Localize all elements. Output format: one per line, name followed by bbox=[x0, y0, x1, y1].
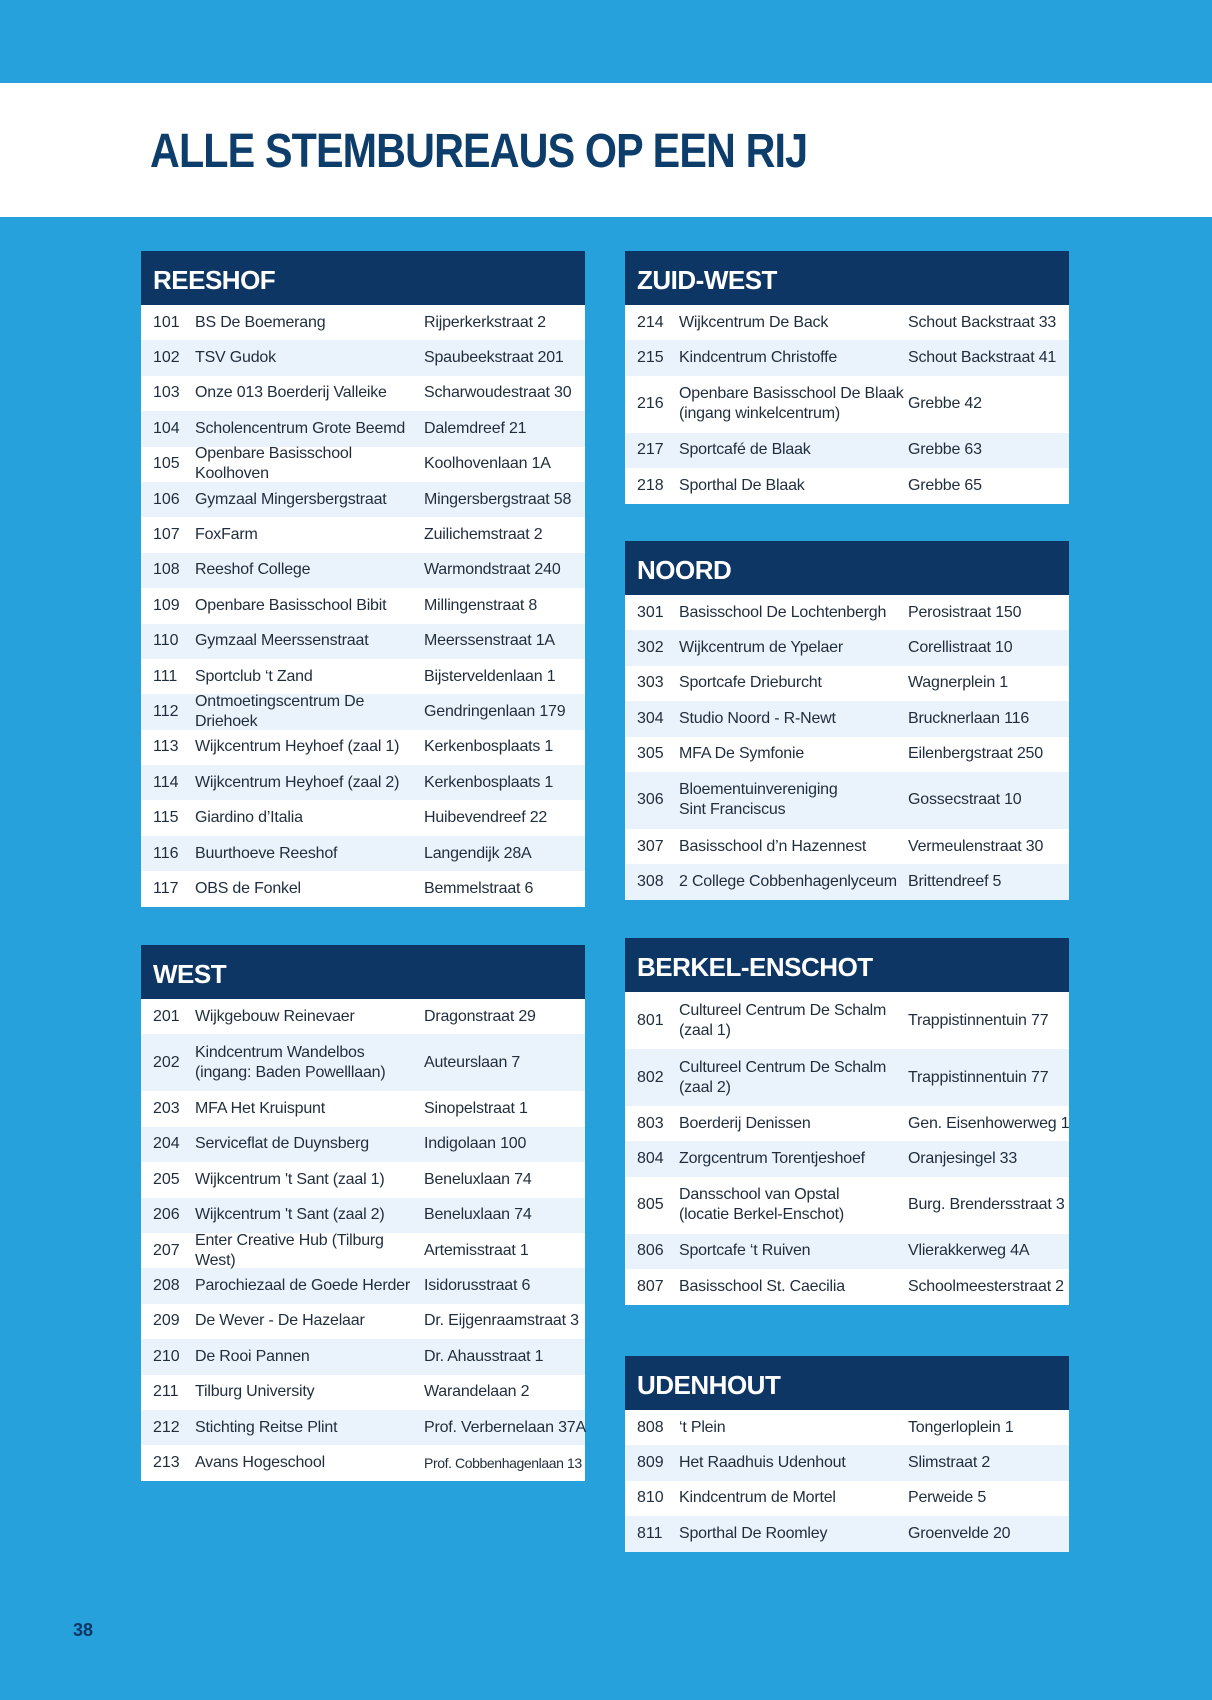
station-address: Scharwoudestraat 30 bbox=[424, 384, 572, 402]
station-name: Stichting Reitse Plint bbox=[195, 1418, 338, 1436]
station-number: 810 bbox=[637, 1489, 664, 1507]
page-number: 38 bbox=[73, 1620, 94, 1640]
station-name: Cultureel Centrum De Schalm (zaal 1) bbox=[679, 1001, 887, 1039]
station-address: Spaubeekstraat 201 bbox=[424, 349, 564, 367]
table-row bbox=[141, 305, 585, 340]
station-number: 803 bbox=[637, 1114, 664, 1132]
station-address: Zuilichemstraat 2 bbox=[424, 526, 543, 544]
station-number: 308 bbox=[637, 873, 664, 891]
table-row bbox=[141, 376, 585, 411]
section-title: BERKEL-ENSCHOT bbox=[625, 938, 1069, 992]
station-number: 201 bbox=[153, 1007, 180, 1025]
table-row bbox=[625, 829, 1069, 864]
station-number: 802 bbox=[637, 1068, 664, 1086]
station-address: Grebbe 42 bbox=[908, 395, 982, 413]
table-row bbox=[625, 376, 1069, 433]
station-number: 211 bbox=[153, 1383, 179, 1401]
table-row bbox=[141, 447, 585, 482]
table-row bbox=[141, 1375, 585, 1410]
station-number: 107 bbox=[153, 526, 180, 544]
table-row bbox=[141, 1268, 585, 1303]
station-number: 209 bbox=[153, 1312, 180, 1330]
section-udenhout bbox=[625, 1356, 1069, 1552]
table-row bbox=[625, 1106, 1069, 1141]
station-number: 218 bbox=[637, 476, 664, 494]
station-address: Artemisstraat 1 bbox=[424, 1241, 529, 1259]
station-name: Wijkcentrum 't Sant (zaal 1) bbox=[195, 1170, 385, 1188]
page-title: ALLE STEMBUREAUS OP EEN RIJ bbox=[150, 125, 808, 178]
station-address: Brittendreef 5 bbox=[908, 873, 1002, 891]
table-row bbox=[625, 1269, 1069, 1304]
station-name: ‘t Plein bbox=[679, 1418, 726, 1436]
table-row bbox=[625, 595, 1069, 630]
table-row bbox=[141, 1233, 585, 1268]
station-name: TSV Gudok bbox=[195, 349, 276, 367]
station-address: Sinopelstraat 1 bbox=[424, 1100, 528, 1118]
station-name: Basisschool St. Caecilia bbox=[679, 1277, 845, 1295]
station-address: Corellistraat 10 bbox=[908, 639, 1013, 657]
station-name: Studio Noord - R-Newt bbox=[679, 709, 836, 727]
station-address: Schout Backstraat 33 bbox=[908, 313, 1057, 331]
station-name: BS De Boemerang bbox=[195, 313, 326, 331]
station-name: Onze 013 Boerderij Valleike bbox=[195, 384, 387, 402]
station-number: 113 bbox=[153, 738, 179, 756]
station-number: 305 bbox=[637, 745, 664, 763]
station-address: Burg. Brendersstraat 3 bbox=[908, 1196, 1065, 1214]
station-name: Het Raadhuis Udenhout bbox=[679, 1454, 846, 1472]
station-name: Openbare Basisschool Koolhoven bbox=[195, 445, 352, 483]
table-row bbox=[141, 411, 585, 446]
section-west bbox=[141, 945, 585, 1481]
station-address: Bemmelstraat 6 bbox=[424, 879, 534, 897]
table-row bbox=[625, 1516, 1069, 1551]
station-address: Dalemdreef 21 bbox=[424, 419, 527, 437]
station-name: Boerderij Denissen bbox=[679, 1114, 811, 1132]
station-address: Oranjesingel 33 bbox=[908, 1150, 1018, 1168]
table-row bbox=[141, 871, 585, 906]
section-title: NOORD bbox=[625, 541, 1069, 595]
station-number: 217 bbox=[637, 441, 664, 459]
station-address: Eilenbergstraat 250 bbox=[908, 745, 1043, 763]
station-address: Isidorusstraat 6 bbox=[424, 1277, 531, 1295]
station-address: Bijsterveldenlaan 1 bbox=[424, 667, 556, 685]
table-row bbox=[141, 624, 585, 659]
station-name: Gymzaal Mingersbergstraat bbox=[195, 490, 387, 508]
station-number: 109 bbox=[153, 596, 180, 614]
station-number: 805 bbox=[637, 1196, 664, 1214]
station-address: Kerkenbosplaats 1 bbox=[424, 738, 554, 756]
station-name: Serviceflat de Duynsberg bbox=[195, 1135, 369, 1153]
polling-station-list bbox=[625, 595, 1069, 900]
station-number: 101 bbox=[153, 313, 180, 331]
station-number: 304 bbox=[637, 709, 664, 727]
station-number: 115 bbox=[153, 809, 179, 827]
table-row bbox=[141, 1034, 585, 1091]
station-address: Trappistinnentuin 77 bbox=[908, 1068, 1049, 1086]
table-row bbox=[141, 659, 585, 694]
station-address: Dr. Ahausstraat 1 bbox=[424, 1347, 544, 1365]
station-number: 215 bbox=[637, 349, 664, 367]
polling-station-list bbox=[625, 305, 1069, 504]
station-number: 801 bbox=[637, 1011, 664, 1029]
table-row bbox=[141, 588, 585, 623]
station-name: Reeshof College bbox=[195, 561, 311, 579]
station-number: 103 bbox=[153, 384, 180, 402]
station-number: 214 bbox=[637, 313, 664, 331]
station-name: Bloementuinvereniging Sint Franciscus bbox=[679, 781, 838, 819]
station-name: Parochiezaal de Goede Herder bbox=[195, 1277, 410, 1295]
polling-station-list bbox=[625, 992, 1069, 1305]
station-number: 108 bbox=[153, 561, 180, 579]
station-address: Gen. Eisenhowerweg 1 bbox=[908, 1114, 1070, 1132]
table-row bbox=[141, 553, 585, 588]
station-name: Openbare Basisschool De Blaak (ingang winkelcentrum) bbox=[679, 385, 904, 423]
station-address: Meerssenstraat 1A bbox=[424, 632, 555, 650]
station-name: Sportcafe ‘t Ruiven bbox=[679, 1242, 811, 1260]
station-address: Prof. Cobbenhagenlaan 13 bbox=[424, 1454, 582, 1471]
station-number: 207 bbox=[153, 1241, 180, 1259]
station-name: FoxFarm bbox=[195, 526, 258, 544]
station-number: 806 bbox=[637, 1242, 664, 1260]
table-row bbox=[625, 1481, 1069, 1516]
station-address: Schout Backstraat 41 bbox=[908, 349, 1057, 367]
table-row bbox=[141, 517, 585, 552]
station-name: Sportcafe Drieburcht bbox=[679, 674, 822, 692]
station-number: 302 bbox=[637, 639, 664, 657]
station-address: Beneluxlaan 74 bbox=[424, 1170, 532, 1188]
station-name: Kindcentrum de Mortel bbox=[679, 1489, 836, 1507]
table-row bbox=[625, 630, 1069, 665]
station-address: Slimstraat 2 bbox=[908, 1454, 991, 1472]
station-name: Gymzaal Meerssenstraat bbox=[195, 632, 369, 650]
table-row bbox=[141, 1162, 585, 1197]
section-title: WEST bbox=[141, 945, 585, 999]
section-berkel-enschot bbox=[625, 938, 1069, 1305]
station-name: Buurthoeve Reeshof bbox=[195, 844, 338, 862]
station-address: Koolhovenlaan 1A bbox=[424, 455, 551, 473]
station-name: Ontmoetingscentrum De Driehoek bbox=[195, 693, 365, 730]
table-row bbox=[625, 340, 1069, 375]
station-address: Warandelaan 2 bbox=[424, 1383, 530, 1401]
station-name: Wijkcentrum De Back bbox=[679, 313, 829, 331]
station-address: Dragonstraat 29 bbox=[424, 1007, 536, 1025]
station-number: 206 bbox=[153, 1206, 180, 1224]
station-address: Schoolmeesterstraat 2 bbox=[908, 1277, 1064, 1295]
station-address: Groenvelde 20 bbox=[908, 1524, 1011, 1542]
table-row bbox=[141, 1091, 585, 1126]
station-address: Beneluxlaan 74 bbox=[424, 1206, 532, 1224]
station-name: Openbare Basisschool Bibit bbox=[195, 596, 387, 614]
table-row bbox=[625, 864, 1069, 899]
station-name: Wijkcentrum 't Sant (zaal 2) bbox=[195, 1206, 385, 1224]
station-number: 307 bbox=[637, 837, 664, 855]
station-number: 303 bbox=[637, 674, 664, 692]
section-zuid-west bbox=[625, 251, 1069, 504]
table-row bbox=[625, 1049, 1069, 1106]
station-number: 208 bbox=[153, 1277, 180, 1295]
table-row bbox=[141, 1445, 585, 1480]
station-name: Wijkgebouw Reinevaer bbox=[195, 1007, 355, 1025]
station-number: 804 bbox=[637, 1150, 664, 1168]
table-row bbox=[625, 666, 1069, 701]
station-name: Zorgcentrum Torentjeshoef bbox=[679, 1150, 865, 1168]
station-name: Wijkcentrum de Ypelaer bbox=[679, 639, 843, 657]
station-number: 112 bbox=[153, 702, 179, 720]
station-number: 811 bbox=[637, 1524, 663, 1542]
station-name: Enter Creative Hub (Tilburg West) bbox=[195, 1231, 384, 1269]
station-name: Scholencentrum Grote Beemd bbox=[195, 419, 406, 437]
table-row bbox=[625, 1177, 1069, 1234]
table-row bbox=[625, 468, 1069, 503]
station-name: Wijkcentrum Heyhoef (zaal 1) bbox=[195, 738, 400, 756]
station-address: Prof. Verbernelaan 37A bbox=[424, 1418, 586, 1436]
section-reeshof bbox=[141, 251, 585, 907]
table-row bbox=[625, 737, 1069, 772]
station-name: Dansschool van Opstal (locatie Berkel-Enschot) bbox=[679, 1186, 845, 1224]
station-address: Kerkenbosplaats 1 bbox=[424, 773, 554, 791]
station-address: Warmondstraat 240 bbox=[424, 561, 561, 579]
table-row bbox=[141, 999, 585, 1034]
station-number: 301 bbox=[637, 603, 664, 621]
station-number: 106 bbox=[153, 490, 180, 508]
station-number: 306 bbox=[637, 791, 664, 809]
table-row bbox=[625, 433, 1069, 468]
station-name: Basisschool De Lochtenbergh bbox=[679, 603, 887, 621]
table-row bbox=[625, 305, 1069, 340]
station-name: 2 College Cobbenhagenlyceum bbox=[679, 873, 897, 891]
table-row bbox=[141, 1410, 585, 1445]
table-row bbox=[625, 992, 1069, 1049]
station-address: Grebbe 63 bbox=[908, 441, 982, 459]
station-name: Sporthal De Blaak bbox=[679, 476, 805, 494]
station-name: Sporthal De Roomley bbox=[679, 1524, 828, 1542]
station-name: Wijkcentrum Heyhoef (zaal 2) bbox=[195, 773, 400, 791]
section-title: REESHOF bbox=[141, 251, 585, 305]
station-number: 212 bbox=[153, 1418, 180, 1436]
table-row bbox=[625, 1141, 1069, 1176]
section-title: ZUID-WEST bbox=[625, 251, 1069, 305]
station-address: Millingenstraat 8 bbox=[424, 596, 538, 614]
station-name: De Rooi Pannen bbox=[195, 1347, 310, 1365]
station-address: Gossecstraat 10 bbox=[908, 791, 1022, 809]
table-row bbox=[141, 730, 585, 765]
station-number: 213 bbox=[153, 1453, 180, 1471]
table-row bbox=[141, 765, 585, 800]
station-number: 210 bbox=[153, 1347, 180, 1365]
table-row bbox=[141, 836, 585, 871]
station-address: Auteurslaan 7 bbox=[424, 1053, 521, 1071]
polling-station-list bbox=[141, 999, 585, 1481]
station-name: Giardino d’Italia bbox=[195, 809, 303, 827]
section-title: UDENHOUT bbox=[625, 1356, 1069, 1410]
table-row bbox=[625, 772, 1069, 829]
station-number: 807 bbox=[637, 1277, 664, 1295]
station-name: Kindcentrum Christoffe bbox=[679, 349, 838, 367]
station-address: Tongerloplein 1 bbox=[908, 1418, 1014, 1436]
table-row bbox=[625, 1234, 1069, 1269]
station-address: Perosistraat 150 bbox=[908, 603, 1022, 621]
station-number: 117 bbox=[153, 879, 179, 897]
table-row bbox=[625, 1410, 1069, 1445]
station-number: 205 bbox=[153, 1170, 180, 1188]
station-address: Perweide 5 bbox=[908, 1489, 987, 1507]
table-row bbox=[141, 694, 585, 729]
station-number: 111 bbox=[153, 667, 178, 685]
station-number: 203 bbox=[153, 1100, 180, 1118]
station-number: 104 bbox=[153, 419, 180, 437]
polling-station-list bbox=[625, 1410, 1069, 1552]
station-address: Dr. Eijgenraamstraat 3 bbox=[424, 1312, 579, 1330]
station-name: MFA Het Kruispunt bbox=[195, 1100, 325, 1118]
table-row bbox=[141, 1127, 585, 1162]
station-address: Vermeulenstraat 30 bbox=[908, 837, 1044, 855]
table-row bbox=[141, 1304, 585, 1339]
station-name: OBS de Fonkel bbox=[195, 879, 301, 897]
station-name: Kindcentrum Wandelbos (ingang: Baden Powelllaan) bbox=[195, 1043, 386, 1081]
station-address: Huibevendreef 22 bbox=[424, 809, 548, 827]
table-row bbox=[625, 701, 1069, 736]
table-row bbox=[141, 1339, 585, 1374]
station-number: 202 bbox=[153, 1053, 180, 1071]
station-number: 116 bbox=[153, 844, 179, 862]
station-name: Basisschool d’n Hazennest bbox=[679, 837, 867, 855]
table-row bbox=[625, 1445, 1069, 1480]
station-number: 204 bbox=[153, 1135, 180, 1153]
station-name: De Wever - De Hazelaar bbox=[195, 1312, 365, 1330]
station-number: 105 bbox=[153, 455, 180, 473]
station-number: 110 bbox=[153, 632, 179, 650]
station-name: Cultureel Centrum De Schalm (zaal 2) bbox=[679, 1058, 887, 1096]
station-address: Indigolaan 100 bbox=[424, 1135, 527, 1153]
station-address: Mingersbergstraat 58 bbox=[424, 490, 572, 508]
table-row bbox=[141, 482, 585, 517]
station-address: Trappistinnentuin 77 bbox=[908, 1011, 1049, 1029]
station-number: 808 bbox=[637, 1418, 664, 1436]
station-number: 114 bbox=[153, 773, 179, 791]
table-row bbox=[141, 1198, 585, 1233]
station-address: Grebbe 65 bbox=[908, 476, 982, 494]
station-name: Sportcafé de Blaak bbox=[679, 441, 811, 459]
table-row bbox=[141, 800, 585, 835]
station-address: Vlierakkerweg 4A bbox=[908, 1242, 1030, 1260]
station-address: Langendijk 28A bbox=[424, 844, 532, 862]
station-name: Tilburg University bbox=[195, 1383, 315, 1401]
station-name: MFA De Symfonie bbox=[679, 745, 805, 763]
station-address: Gendringenlaan 179 bbox=[424, 702, 566, 720]
table-row bbox=[141, 340, 585, 375]
station-number: 216 bbox=[637, 395, 664, 413]
station-address: Brucknerlaan 116 bbox=[908, 709, 1030, 727]
station-address: Wagnerplein 1 bbox=[908, 674, 1008, 692]
station-name: Avans Hogeschool bbox=[195, 1453, 325, 1471]
section-noord bbox=[625, 541, 1069, 900]
station-name: Sportclub ‘t Zand bbox=[195, 667, 313, 685]
station-address: Rijperkerkstraat 2 bbox=[424, 313, 546, 331]
station-number: 102 bbox=[153, 349, 180, 367]
polling-station-list bbox=[141, 305, 585, 907]
station-number: 809 bbox=[637, 1454, 664, 1472]
